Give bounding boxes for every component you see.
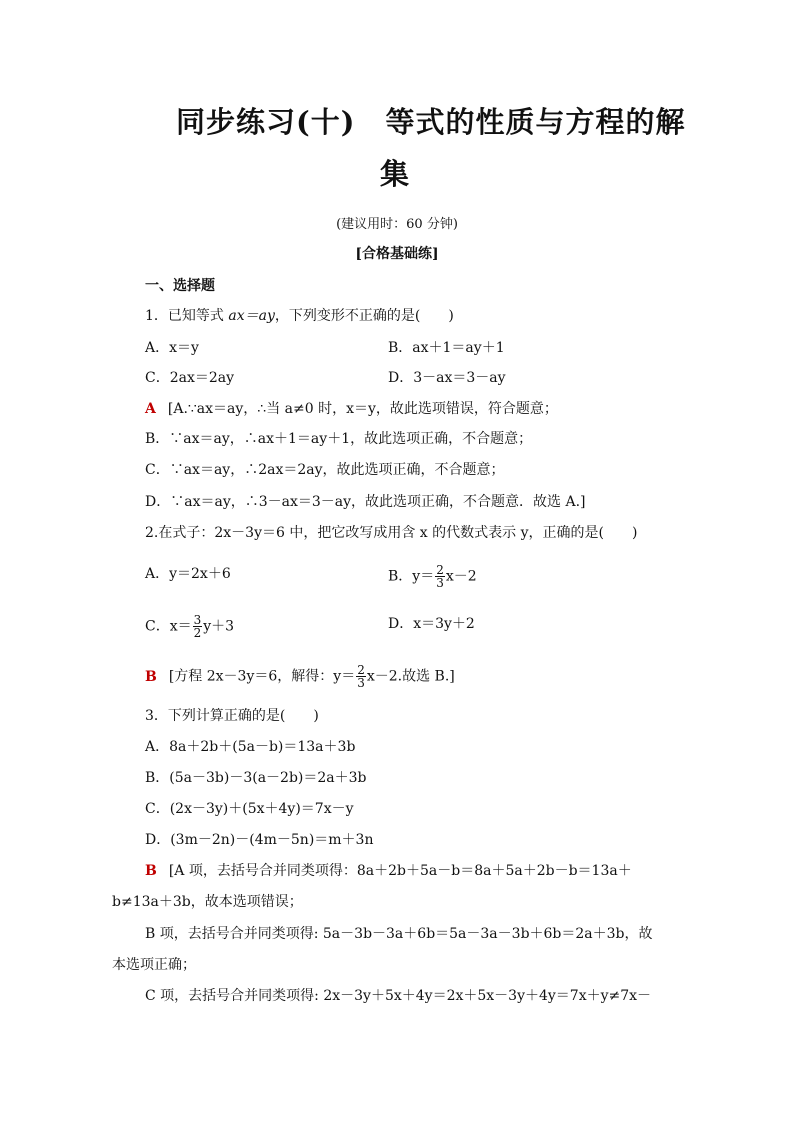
q1-explanation-1: A [A.∵ax＝ay，∴当 a≠0 时，x＝y，故此选项错误，符合题意；	[145, 401, 558, 417]
q2-option-c: C．x＝ $\frac{3}{2}$ y＋3	[145, 613, 235, 640]
q3-option-c: C．(2x－3y)＋(5x＋4y)＝7x－y	[145, 801, 354, 817]
q3-explanation-4: 本选项正确；	[112, 957, 196, 973]
q2-explanation: B [方程 2x－3y＝6，解得：y＝ $\frac{2}{3}$ x－2.故选 B.]	[145, 663, 455, 690]
q3-answer: B	[145, 863, 157, 879]
q2-option-b: B．y＝ $\frac{2}{3}$ x－2	[388, 563, 477, 590]
q3-option-a: A．8a＋2b＋(5a－b)＝13a＋3b	[145, 739, 356, 755]
page-title-continued: 集	[380, 157, 410, 191]
q1-option-c: C．2ax＝2ay	[145, 370, 235, 386]
fraction: $\frac{2}{3}$	[436, 563, 444, 590]
page-title: 同步练习(十) 等式的性质与方程的解	[176, 105, 686, 139]
q1-stem: 1．已知等式 ax＝ay，下列变形不正确的是( )	[145, 308, 454, 324]
fraction: $\frac{3}{2}$	[193, 613, 202, 640]
q1-answer: A	[145, 401, 156, 417]
q3-explanation-2: b≠13a＋3b，故本选项错误；	[112, 894, 303, 910]
q3-explanation-3: B 项，去括号合并同类项得: 5a－3b－3a＋6b＝5a－3a－3b＋6b＝2a＋3b，故	[145, 926, 653, 942]
q3-option-d: D．(3m－2n)－(4m－5n)＝m＋3n	[145, 832, 374, 848]
q2-answer: B	[145, 668, 157, 685]
q2-option-a: A．y＝2x＋6	[145, 566, 231, 582]
q1-explanation-3: C．∵ax＝ay，∴2ax＝2ay，故此选项正确，不合题意；	[145, 462, 505, 478]
q1-explanation-4: D．∵ax＝ay，∴3－ax＝3－ay，故此选项正确，不合题意．故选 A.]	[145, 494, 586, 510]
section-label: [合格基础练]	[355, 246, 439, 262]
suggested-time: (建议用时：60 分钟)	[336, 217, 458, 232]
part-heading: 一、选择题	[145, 278, 215, 294]
q3-explanation-1: B [A 项，去括号合并同类项得：8a＋2b＋5a－b＝8a＋5a＋2b－b＝13a＋	[145, 863, 632, 879]
q3-explanation-5: C 项，去括号合并同类项得: 2x－3y＋5x＋4y＝2x＋5x－3y＋4y＝7x＋y≠7x－	[145, 988, 652, 1004]
q1-option-b: B．ax＋1＝ay＋1	[388, 340, 505, 356]
q2-option-d: D．x＝3y＋2	[388, 616, 475, 632]
q3-stem: 3．下列计算正确的是( )	[145, 708, 319, 724]
q1-explanation-2: B．∵ax＝ay，∴ax＋1＝ay＋1，故此选项正确，不合题意；	[145, 431, 533, 447]
q1-option-d: D．3－ax＝3－ay	[388, 370, 506, 386]
q2-stem: 2.在式子：2x－3y＝6 中，把它改写成用含 x 的代数式表示 y，正确的是( )	[145, 525, 638, 541]
q3-option-b: B．(5a－3b)－3(a－2b)＝2a＋3b	[145, 770, 367, 786]
fraction: $\frac{2}{3}$	[357, 663, 365, 690]
q1-option-a: A．x＝y	[145, 340, 199, 356]
